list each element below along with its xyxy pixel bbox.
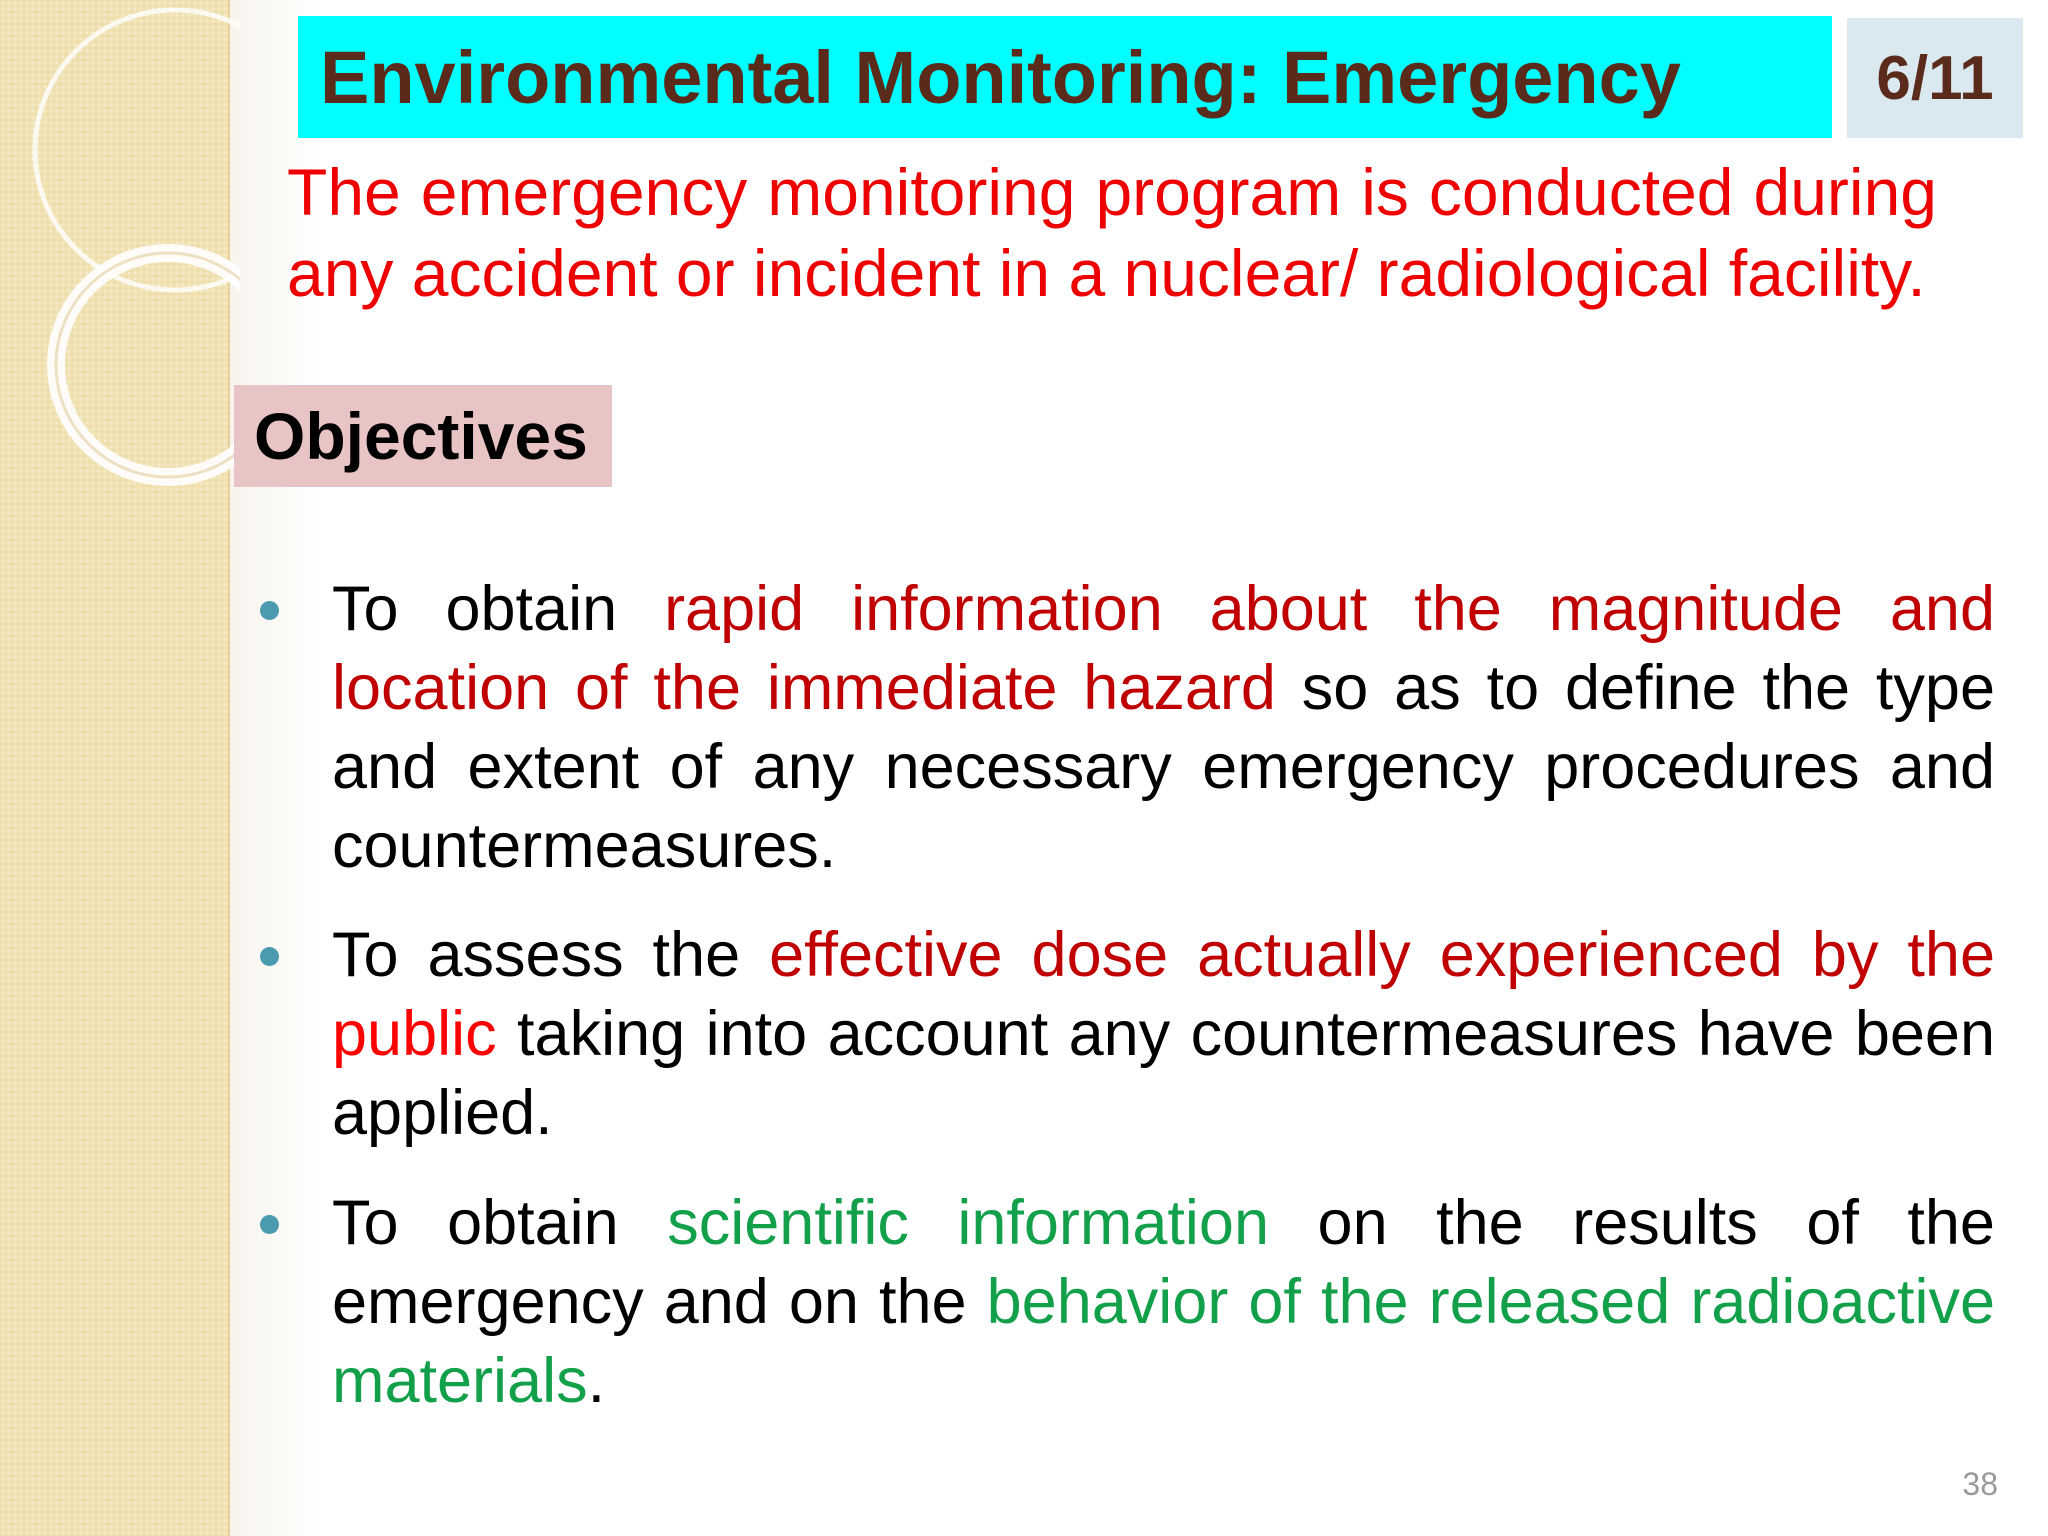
objective-text: . xyxy=(587,1346,606,1416)
highlighted-text: effective dose actually experienced by the xyxy=(769,920,1996,990)
bullet-dot-icon xyxy=(260,1215,279,1234)
objective-item-3 xyxy=(332,1184,1995,1421)
objective-text: on the results of the emergency and on the xyxy=(332,1188,1995,1337)
highlighted-text: scientific information xyxy=(667,1188,1269,1258)
objective-text: taking into account any countermeasures have been applied. xyxy=(332,999,1995,1148)
highlighted-text: rapid information about the magnitude and location of the immediate hazard xyxy=(332,574,1995,723)
page-indicator-box xyxy=(1847,18,2023,138)
objectives-heading-box xyxy=(234,385,612,487)
objectives-heading: Objectives xyxy=(254,399,588,473)
slide-number: 38 xyxy=(1962,1466,1998,1502)
title-banner xyxy=(298,16,1832,138)
highlighted-text: behavior of the released radioactive materials xyxy=(332,1267,1995,1416)
objective-text: so as to define the type and extent of any necessary emergency procedures and countermeasures. xyxy=(332,653,1995,881)
objective-item-2 xyxy=(332,916,1995,1153)
objective-item-1 xyxy=(332,570,1995,886)
slide-title: Environmental Monitoring: Emergency xyxy=(320,35,1681,119)
bullet-dot-icon xyxy=(260,601,279,620)
objective-text: To assess the xyxy=(332,920,770,990)
intro-paragraph: The emergency monitoring program is conducted during any accident or incident in a nuclear/ radiological facility. xyxy=(287,155,1937,310)
bullet-dot-icon xyxy=(260,947,279,966)
objective-text: To obtain xyxy=(332,1188,668,1258)
objective-text: To obtain xyxy=(332,574,665,644)
highlighted-text: public xyxy=(332,999,497,1069)
page-indicator: 6/11 xyxy=(1876,43,1994,113)
decorative-rings xyxy=(0,0,240,520)
